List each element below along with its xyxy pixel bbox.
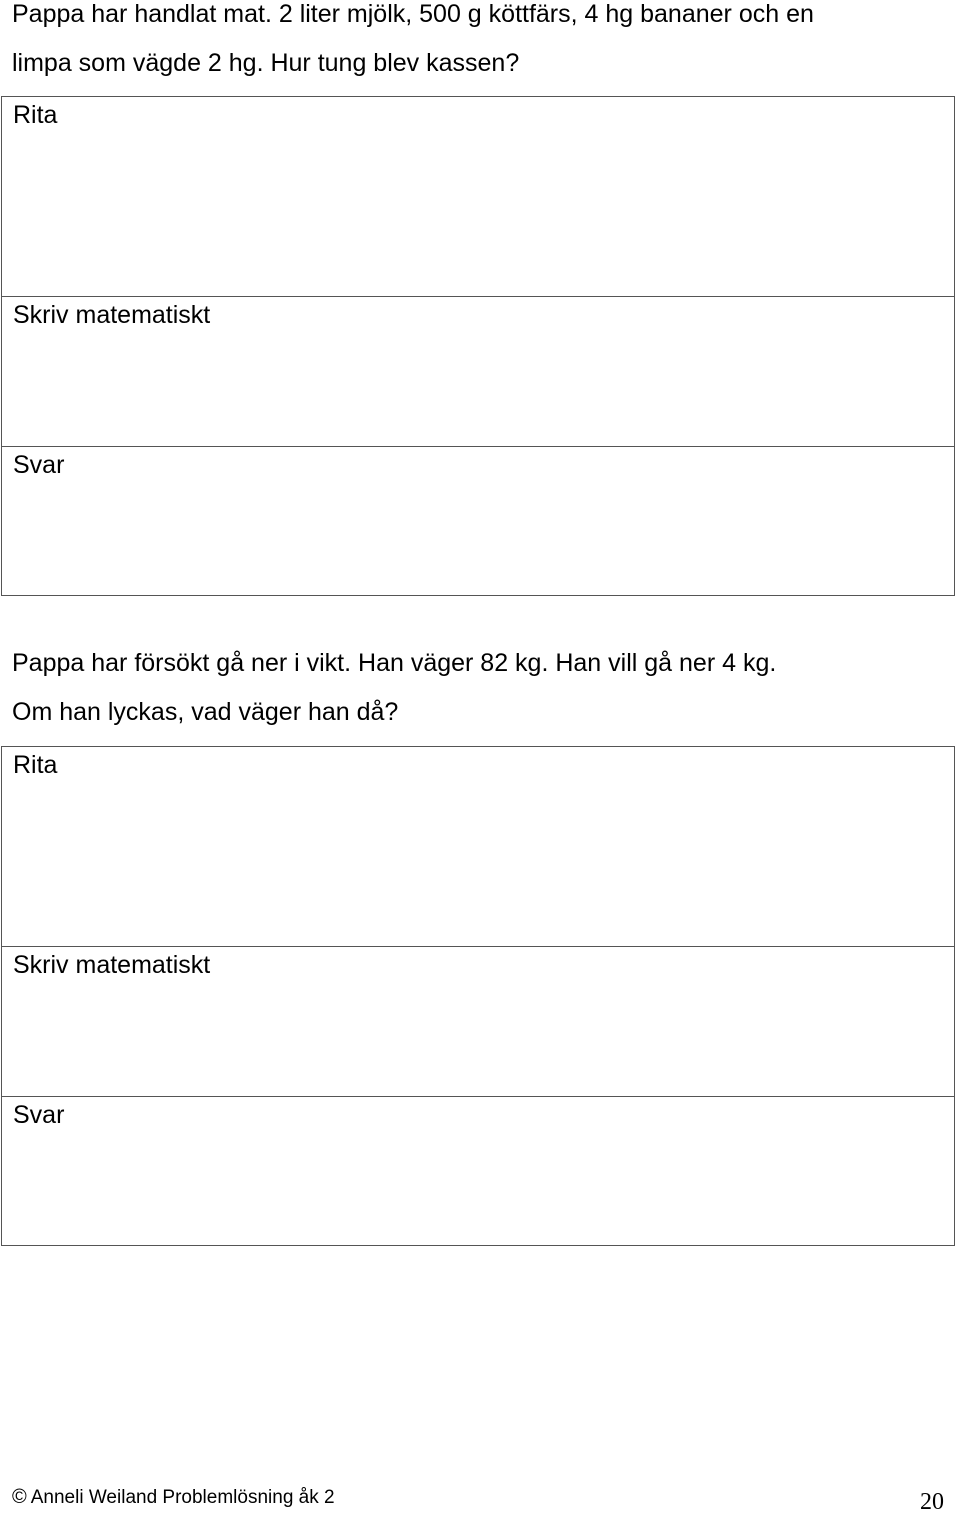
problem-2-line-1: Pappa har försökt gå ner i vikt. Han väger 82 kg. Han vill gå ner 4 kg.: [12, 649, 777, 677]
problem-2-answer-box: [1, 746, 955, 1246]
problem-1-answer-area[interactable]: [2, 446, 954, 596]
footer-credit-text: Anneli Weiland Problemlösning åk 2: [30, 1487, 335, 1508]
problem-2-text: [12, 639, 952, 737]
problem-2-math-area[interactable]: [2, 946, 954, 1096]
problem-2-answer-area[interactable]: [2, 1096, 954, 1246]
problem-1-line-2: limpa som vägde 2 hg. Hur tung blev kassen?: [12, 49, 520, 77]
problem-2-draw-label: Rita: [13, 751, 58, 779]
problem-1-answer-label: Svar: [13, 451, 65, 479]
problem-1-math-area[interactable]: [2, 296, 954, 446]
problem-2-answer-label: Svar: [13, 1101, 65, 1129]
problem-2-draw-area[interactable]: [2, 747, 954, 946]
copyright-icon: ©: [12, 1486, 27, 1508]
problem-2-line-2: Om han lyckas, vad väger han då?: [12, 698, 399, 726]
problem-1-math-label: Skriv matematiskt: [13, 301, 211, 329]
problem-1-draw-label: Rita: [13, 101, 58, 129]
problem-1-draw-area[interactable]: [2, 97, 954, 296]
page-number: 20: [920, 1489, 944, 1515]
footer-credit: [12, 1485, 335, 1510]
problem-1-line-1: Pappa har handlat mat. 2 liter mjölk, 500 g köttfärs, 4 hg bananer och en: [12, 0, 814, 28]
problem-1-answer-box: [1, 96, 955, 596]
problem-2-math-label: Skriv matematiskt: [13, 951, 211, 979]
problem-1-text: [12, 0, 952, 88]
